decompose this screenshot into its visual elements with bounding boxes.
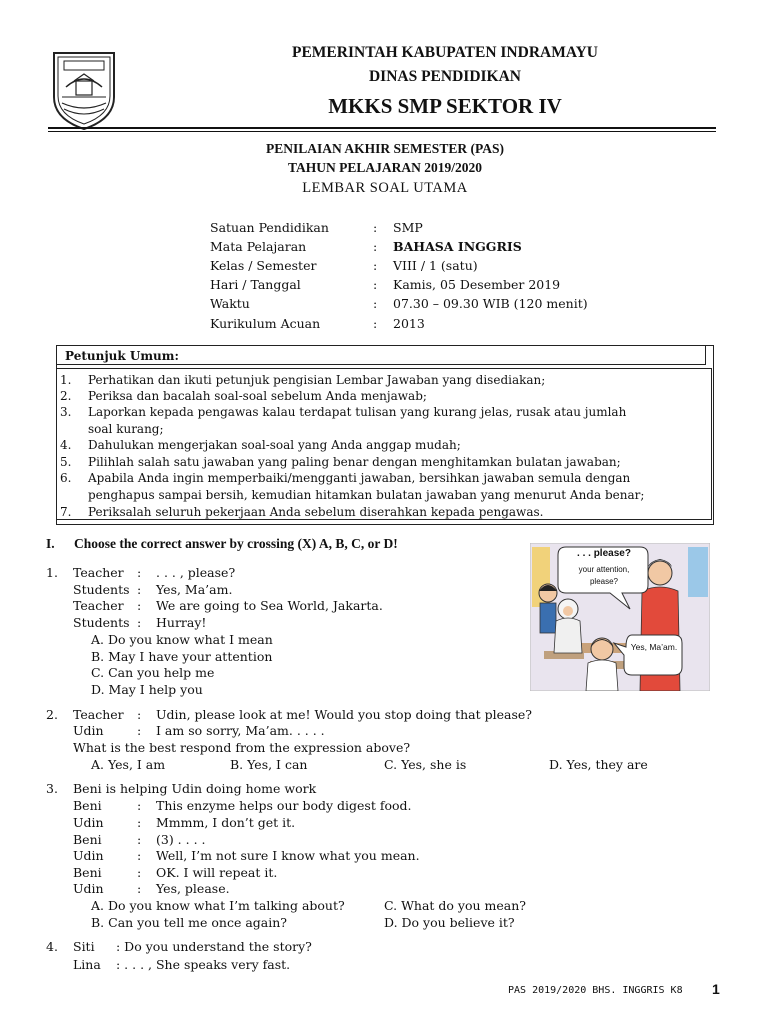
q1-number: 1. [46,565,58,580]
q1-line: Hurray! [156,615,207,630]
info-colon: : [373,220,378,235]
info-value: Kamis, 05 Desember 2019 [393,277,561,292]
instruction-num: 2. [60,389,72,403]
q3-colon: : [137,881,142,896]
q2-option[interactable]: C. Yes, she is [384,757,467,772]
q3-colon: : [137,798,142,813]
info-label: Kurikulum Acuan [210,316,321,331]
q3-speaker: Udin [73,848,104,863]
q3-colon: : [137,815,142,830]
info-colon: : [373,296,378,311]
q3-speaker: Udin [73,815,104,830]
q3-speaker: Beni [73,798,102,813]
header-line3: MKKS SMP SEKTOR IV [328,94,562,118]
instruction-num: 7. [60,505,72,519]
teacher-figure [648,561,672,585]
info-colon: : [373,258,378,273]
instruction-text: Pilihlah salah satu jawaban yang paling benar dengan menghitamkan bulatan jawaban; [88,455,621,469]
exam-year: TAHUN PELAJARAN 2019/2020 [287,160,482,175]
q4-speaker: Siti [73,939,95,954]
q3-intro: Beni is helping Udin doing home work [73,781,317,796]
student-figure [591,638,613,660]
q1-option[interactable]: D. May I help you [91,682,203,697]
q1-line: . . . , please? [156,565,236,580]
q3-option[interactable]: C. What do you mean? [384,898,526,913]
q3-number: 3. [46,781,58,796]
info-label: Waktu [210,296,250,311]
q2-option[interactable]: A. Yes, I am [91,757,166,772]
teacher-bubble-text-top: . . . please? [577,548,631,559]
q3-speaker: Udin [73,881,104,896]
header-line1: PEMERINTAH KABUPATEN INDRAMAYU [292,44,598,61]
info-label: Hari / Tanggal [210,277,301,292]
header-divider-thin [48,131,716,132]
regency-logo [48,47,120,131]
q1-colon: : [137,615,142,630]
q3-colon: : [137,865,142,880]
q2-option[interactable]: B. Yes, I can [230,757,308,772]
q4-number: 4. [46,939,58,954]
instruction-text: Perhatikan dan ikuti petunjuk pengisian Lembar Jawaban yang disediakan; [88,373,546,387]
q3-line: Yes, please. [156,881,230,896]
page-number: 1 [712,981,720,997]
q1-speaker: Teacher [73,598,124,613]
instruction-num: 5. [60,455,72,469]
q2-speaker: Teacher [73,707,124,722]
teacher-bubble-text: your attention, please? [578,565,630,586]
footer-text: PAS 2019/2020 BHS. INGGRIS K8 [508,985,683,996]
instruction-num: 1. [60,373,72,387]
section-number: I. [46,536,55,551]
q1-colon: : [137,582,142,597]
q2-speaker: Udin [73,723,104,738]
instruction-num: 4. [60,438,72,452]
q2-question: What is the best respond from the expression above? [73,740,411,755]
section-title: Choose the correct answer by crossing (X) A, B, C, or D! [74,536,398,551]
q1-colon: : [137,598,142,613]
q2-line: Udin, please look at me! Would you stop doing that please? [156,707,532,722]
instruction-text: Periksa dan bacalah soal-soal sebelum Anda menjawab; [88,389,427,403]
info-label: Kelas / Semester [210,258,317,273]
q2-colon: : [137,723,142,738]
header-line2: DINAS PENDIDIKAN [368,68,521,85]
info-label: Mata Pelajaran [210,239,307,254]
q4-speaker: Lina [73,957,101,972]
q3-speaker: Beni [73,865,102,880]
q3-line: (3) . . . . [156,832,206,847]
q2-line: I am so sorry, Ma’am. . . . . [156,723,325,738]
q1-speaker: Teacher [73,565,124,580]
q3-option[interactable]: D. Do you believe it? [384,915,515,930]
q2-number: 2. [46,707,58,722]
instruction-num: 6. [60,471,72,485]
students-bubble-text: Yes, Ma’am. [630,642,678,652]
instruction-text: Periksalah seluruh pekerjaan Anda sebelum diserahkan kepada pengawas. [88,505,544,519]
q3-colon: : [137,848,142,863]
q3-option[interactable]: A. Do you know what I’m talking about? [91,898,345,913]
q1-option[interactable]: C. Can you help me [91,665,215,680]
q3-line: This enzyme helps our body digest food. [156,798,412,813]
instruction-text: Apabila Anda ingin memperbaiki/mengganti jawaban, bersihkan jawaban semula dengan penghapus sampai bersih, kemudian hitamkan bulatan jawaban yang menurut Anda benar; [88,471,645,502]
info-value: 2013 [393,316,425,331]
q3-line: Well, I’m not sure I know what you mean. [156,848,420,863]
info-colon: : [373,239,378,254]
info-colon: : [373,277,378,292]
q1-colon: : [137,565,142,580]
instruction-num: 3. [60,405,72,419]
q1-option[interactable]: A. Do you know what I mean [91,632,273,647]
q3-option[interactable]: B. Can you tell me once again? [91,915,288,930]
instruction-text: Laporkan kepada pengawas kalau terdapat tulisan yang kurang jelas, rusak atau jumlah soal kurang; [88,405,627,436]
instructions-title: Petunjuk Umum: [56,345,706,365]
q2-option[interactable]: D. Yes, they are [549,757,648,772]
q1-speaker: Students [73,615,130,630]
info-label: Satuan Pendidikan [210,220,329,235]
q4-line: : Do you understand the story? [116,939,312,954]
exam-title: PENILAIAN AKHIR SEMESTER (PAS) [266,141,504,156]
q4-line: : . . . , She speaks very fast. [116,957,291,972]
exam-sheet: LEMBAR SOAL UTAMA [302,180,468,196]
info-value: 07.30 – 09.30 WIB (120 menit) [393,296,588,311]
info-value: VIII / 1 (satu) [393,258,478,273]
info-value: BAHASA INGGRIS [393,239,522,254]
q1-line: We are going to Sea World, Jakarta. [156,598,383,613]
q3-line: OK. I will repeat it. [156,865,278,880]
q3-line: Mmmm, I don’t get it. [156,815,296,830]
q3-colon: : [137,832,142,847]
q1-speaker: Students [73,582,130,597]
info-colon: : [373,316,378,331]
q3-speaker: Beni [73,832,102,847]
q2-colon: : [137,707,142,722]
q1-option[interactable]: B. May I have your attention [91,649,273,664]
info-value: SMP [393,220,423,235]
instruction-text: Dahulukan mengerjakan soal-soal yang Anda anggap mudah; [88,438,461,452]
header-divider [48,127,716,129]
q1-line: Yes, Ma’am. [156,582,233,597]
